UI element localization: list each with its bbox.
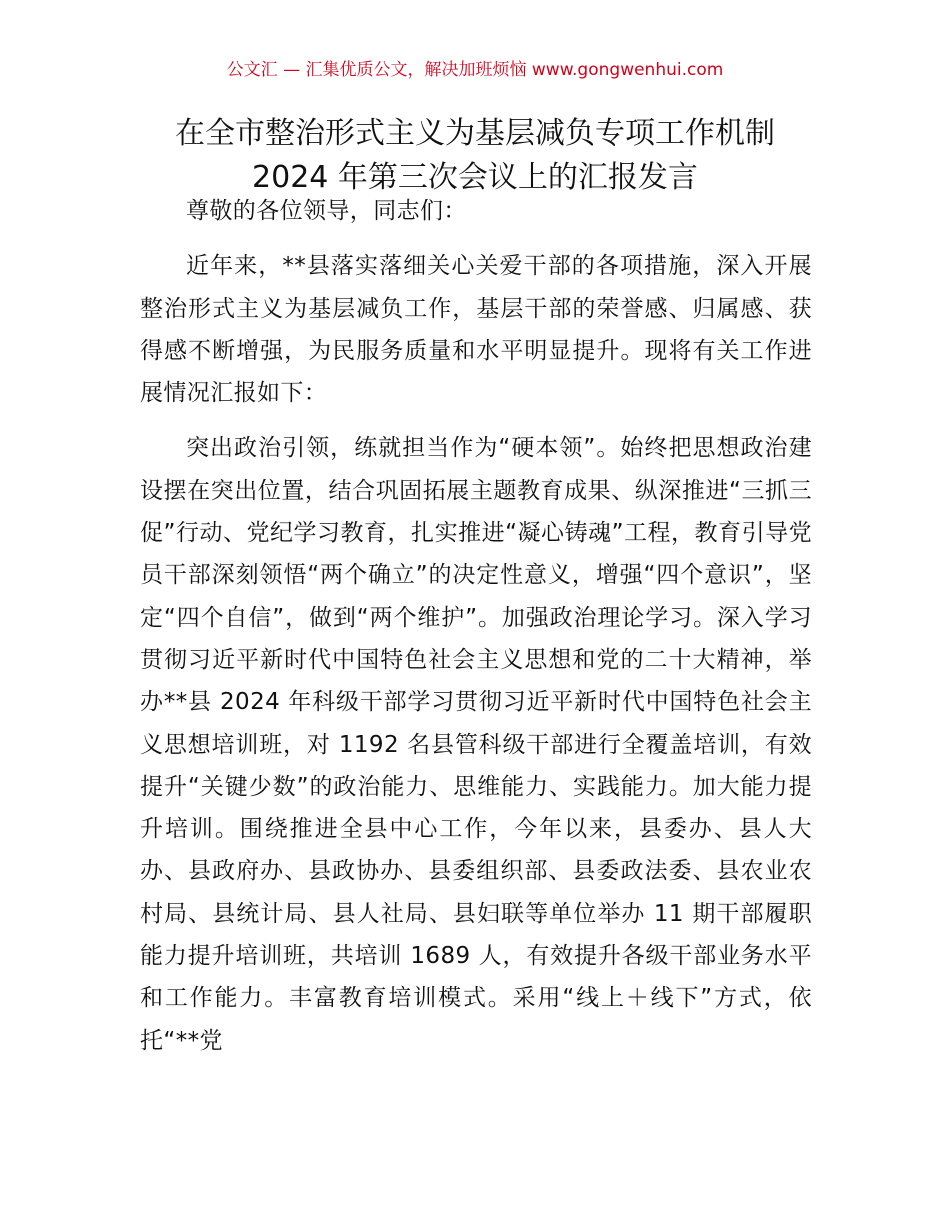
title-line-2: 2024 年第三次会议上的汇报发言 [252, 160, 698, 195]
salutation: 尊敬的各位领导，同志们： [186, 198, 467, 224]
site-banner: 公文汇 — 汇集优质公文，解决加班烦恼 www.gongwenhui.com [226, 60, 724, 80]
title-line-1: 在全市整治形式主义为基层减负专项工作机制 [175, 116, 775, 151]
paragraph-political-guidance: 突出政治引领，练就担当作为“硬本领”。始终把思想政治建设摆在突出位置，结合巩固拓展主题教育成果、纵深推进“三抓三促”行动、党纪学习教育，扎实推进“凝心铸魂”工程，教育引导党员干部深刻领悟“两个确立”的决定性意义，增强“四个意识”，坚定“四个自信”，做到“两个维护”。加强政治理论学习。深入学习贯彻习近平新时代中国特色社会主义思想和党的二十大精神，举办**县 2024 年科级干部学习贯彻习近平新时代中国特色社会主义思想培训班，对 1192 名县管科级干部进行全覆盖培训，有效提升“关键少数”的政治能力、思维能力、实践能力。加大能力提升培训。围绕推进全县中心工作，今年以来，县委办、县人大办、县政府办、县政协办、县委组织部、县委政法委、县农业农村局、县统计局、县人社局、县妇联等单位举办 11 期干部履职能力提升培训班，共培训 1689 人，有效提升各级干部业务水平和工作能力。丰富教育培训模式。采用“线上＋线下”方式，依托“**党 [140, 435, 812, 1054]
document-body [140, 190, 812, 1062]
document-title [0, 112, 950, 200]
paragraph-intro: 近年来，**县落实落细关心关爱干部的各项措施，深入开展整治形式主义为基层减负工作，基层干部的荣誉感、归属感、获得感不断增强，为民服务质量和水平明显提升。现将有关工作进展情况汇报如下： [140, 253, 812, 407]
